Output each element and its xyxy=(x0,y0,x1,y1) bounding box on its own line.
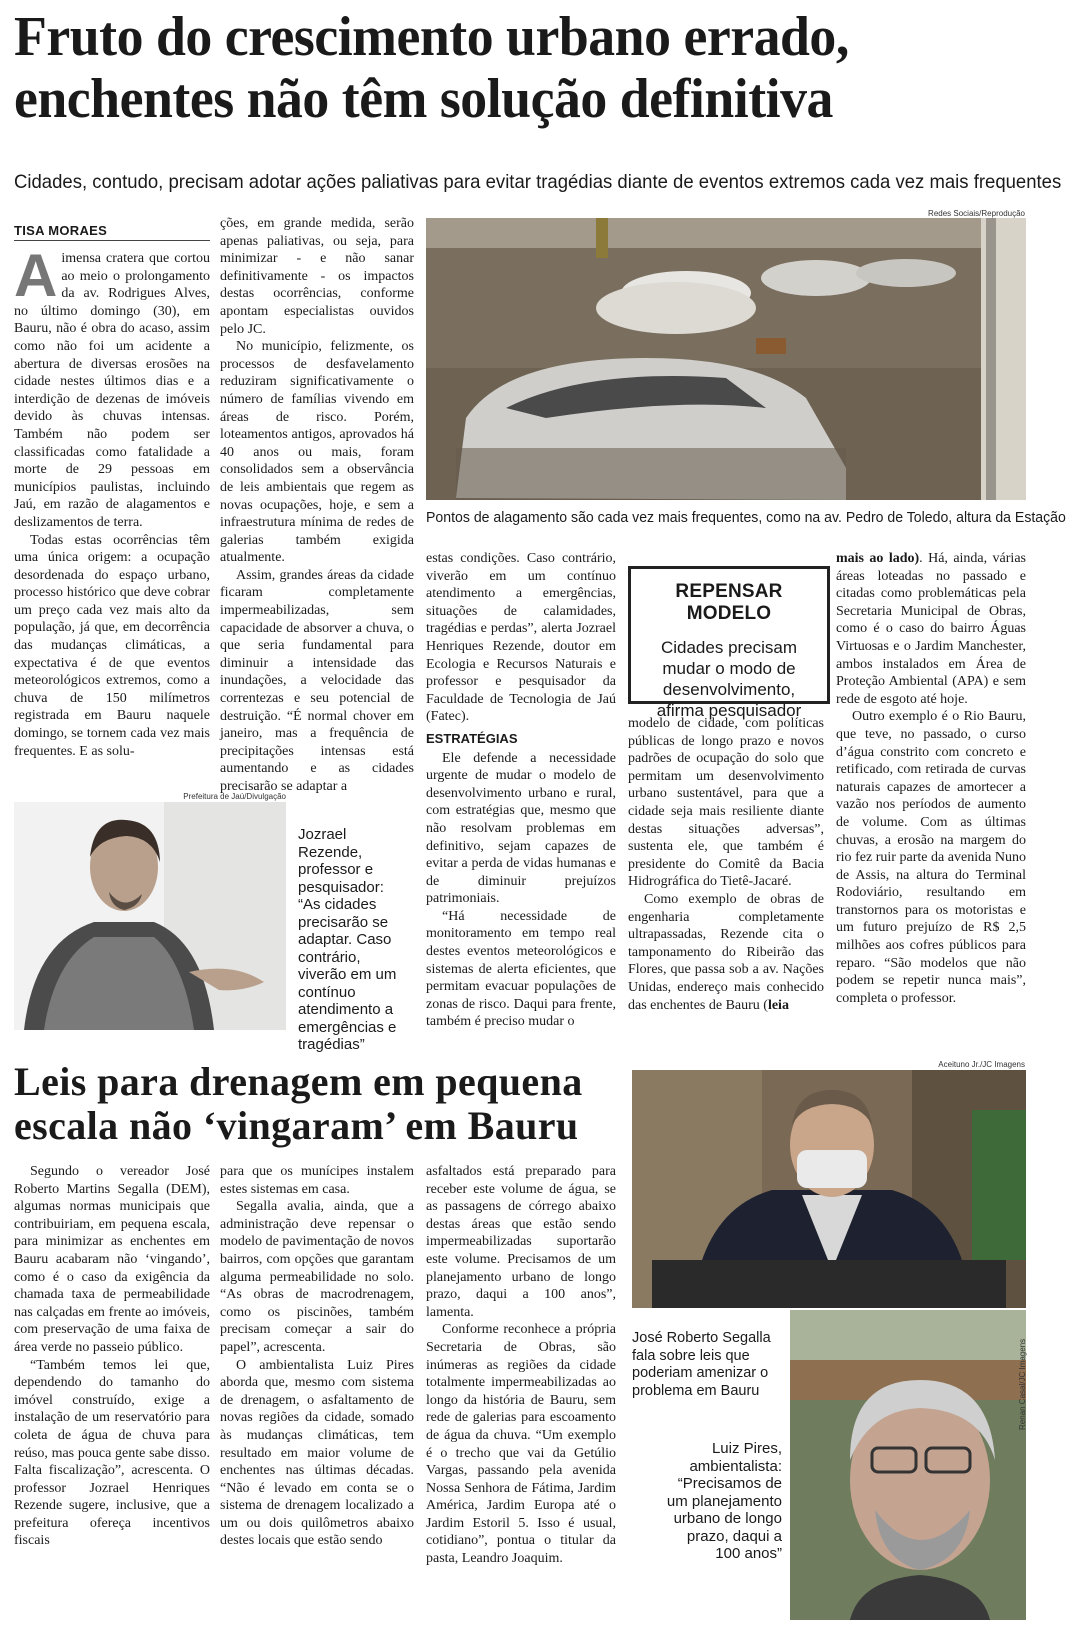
paragraph xyxy=(836,550,1026,708)
paragraph: para que os munícipes instalem estes sistemas em casa. xyxy=(220,1164,414,1197)
subheadline: Cidades, contudo, precisam adotar ações paliativas para evitar tragédias diante de eventos extremos cada vez mais frequentes xyxy=(14,171,1062,193)
jozrael-portrait-image xyxy=(14,802,286,1030)
photo-credit: Aceituno Jr./JC Imagens xyxy=(938,1060,1025,1069)
pires-photo xyxy=(790,1310,1026,1620)
article2-headline xyxy=(14,1060,614,1148)
headline-line-2: enchentes não têm solução definitiva xyxy=(14,68,833,130)
article-column-2 xyxy=(220,215,414,796)
photo-credit: Renan Casal/JC Imagens xyxy=(1018,1338,1027,1430)
paragraph: imensa cratera que cortou ao meio o prolongamento da av. Rodrigues Alves, no último domingo (30), em Bauru, não é obra do acaso, assim como não foi um acidente a abertura de diversas erosões na cidade nestes últimos dias e a interdição de dezenas de imóveis devido às chuvas intensas. Também não podem ser classificadas como fatalidade a morte de 29 pessoas em municípios paulistas, incluindo Jaú, em razão de alagamentos e deslizamentos de terra. xyxy=(14,251,210,530)
paragraph: No município, felizmente, os processos de desfavelamento reduziram significativamente o número de famílias vivendo em áreas de risco. Porém, loteamentos antigos, aprovados há 40 anos ou mais, foram consolidados sem a observância de leis ambientais que regem as novas ocupações, hoje, e sem a infraestrutura mínima de redes de galerias também exigida atualmente. xyxy=(220,339,414,566)
segalla-caption: José Roberto Segalla fala sobre leis que poderiam amenizar o problema em Bauru xyxy=(632,1330,771,1399)
paragraph: estas condições. Caso contrário, viverão em um contínuo atendimento a emergências, situações de calamidades, tragédias e perdas”, alerta Jozrael Henriques Rezende, doutor em Ecologia e Recursos Naturais e professor e pesquisador da Faculdade de Tecnologia de Jaú (Fatec). xyxy=(426,551,616,725)
article2-column-1 xyxy=(14,1163,210,1550)
article2-headline-line-1: Leis para drenagem em pequena xyxy=(14,1059,583,1104)
photo-credit: Prefeitura de Jaú/Divulgação xyxy=(183,792,286,801)
photo-caption: Pontos de alagamento são cada vez mais frequentes, como na av. Pedro de Toledo, altura da Estação xyxy=(426,509,1066,526)
article-column-1 xyxy=(14,242,210,760)
paragraph: ções, em grande medida, serão apenas paliativas, ou seja, para minimizar - e não sanar definitivamente - os impactos destas ocorrências, conforme apontam especialistas ouvidos pelo JC. xyxy=(220,216,414,337)
photo-credit: Redes Sociais/Reprodução xyxy=(928,209,1025,218)
article2-column-2 xyxy=(220,1163,414,1550)
jozrael-caption: Jozrael Rezende, professor e pesquisador: “As cidades precisarão se adaptar. Caso contrário, viverão em um contínuo atendimento a emergências e tragédias” xyxy=(298,826,397,1053)
paragraph-text: Como exemplo de obras de engenharia completamente ultrapassadas, Rezende cita o tamponamento do Ribeirão das Flores, que passa sob a av. Nações Unidas, endereço mais conhecido das enchentes de Bauru ( xyxy=(628,891,824,1013)
paragraph: Todas estas ocorrências têm uma única origem: a ocupação desordenada do espaço urbano, processo histórico que deve cobrar um preço cada vez mais alto da população, já que, em decorrência das mudanças climáticas, a expectativa é de que eventos meteorológicos extremos, como a chuva de 150 milímetros registrada em Bauru naquele domingo, se tornem cada vez mais frequentes. E as solu- xyxy=(14,532,210,759)
jozrael-photo xyxy=(14,802,286,1030)
article2-column-3 xyxy=(426,1163,616,1568)
byline-rule xyxy=(14,240,210,241)
paragraph-bold: leia xyxy=(767,997,789,1013)
paragraph: Assim, grandes áreas da cidade ficaram completamente impermeabilizadas, sem capacidade de absorver a chuva, o que seria fundamental para diminuir a intensidade das inundações, a velocidade das correntezas e seu potencial de destruição. “É normal chover em janeiro, mas a frequência de precipitações intensas está aumentando e as cidades precisarão se adaptar a xyxy=(220,567,414,794)
paragraph: Conforme reconhece a própria Secretaria de Obras, são inúmeras as regiões da cidade totalmente impermeabilizadas ao longo da história de Bauru, sem rede de galerias para escoamento de água da chuva. “Um exemplo é o trecho que vai da Getúlio Vargas, passando pela avenida Nossa Senhora de Fátima, Jardim América, Jardim Europa até o Jardim Estoril 5. Isso é usual, cotidiano”, pontua o titular da pasta, Leandro Joaquim. xyxy=(426,1322,616,1567)
article-column-5 xyxy=(836,550,1026,1007)
paragraph: modelo de cidade, com políticas públicas de longo prazo e novos padrões de ocupação do solo que permitam um desenvolvimento urbano sustentável, para que a cidade seja mais resiliente diante destas situações adversas”, sustenta ele, que também é presidente do Comitê da Bacia Hidrográfica do Tietê-Jacaré. xyxy=(628,716,824,890)
sidebar-box xyxy=(628,566,830,720)
sidebar-box-title: REPENSAR MODELO xyxy=(675,581,783,624)
paragraph: asfaltados está preparado para receber este volume de água, se as passagens de córrego abaixo destas áreas que estão sendo impermeabilizadas suportarão este volume. Precisamos de um planejamento urbano de longo prazo, daqui a 100 anos”, lamenta. xyxy=(426,1164,616,1320)
paragraph-text: . Há, ainda, várias áreas loteadas no passado e citadas como problemáticas pela Secretaria Municipal de Obras, como é o caso do bairro Águas Virtuosas e o Jardim Manchester, ambos instalados em Área de Proteção Ambiental (APA) e sem rede de esgoto até hoje. xyxy=(836,551,1026,707)
byline: TISA MORAES xyxy=(14,223,108,238)
article-column-3 xyxy=(426,550,616,1031)
paragraph xyxy=(628,891,824,1014)
page-headline xyxy=(14,6,1032,130)
paragraph: “Há necessidade de monitoramento em tempo real destes eventos meteorológicos e sistemas de alerta eficientes, que permitam evacuar populações de zonas de risco. Daqui para frente, também é preciso mudar o xyxy=(426,908,616,1030)
pires-portrait-image xyxy=(790,1310,1026,1620)
paragraph: Segalla avalia, ainda, que a administração deve repensar o modelo de pavimentação de novos bairros, com opções que garantam alguma permeabilidade no solo. “As obras de macrodrenagem, como os piscinões, também precisam começar a sair do papel”, acrescenta. xyxy=(220,1199,414,1355)
dropcap: A xyxy=(14,242,58,309)
paragraph: Segundo o vereador José Roberto Martins Segalla (DEM), algumas normas municipais que contribuiriam, em pequena escala, para minimizar as enchentes em Bauru acabaram não ‘vingando’, como é o caso da exigência da chamada taxa de permeabilidade nas calçadas em frente ao imóveis, com preservação de uma faixa de área verde no passeio público. xyxy=(14,1164,210,1355)
section-heading: ESTRATÉGIAS xyxy=(426,730,518,746)
paragraph-bold: mais ao lado) xyxy=(836,551,920,566)
paragraph: “Também temos lei que, dependendo do tamanho do imóvel construído, exige a instalação de um reservatório para coleta de água de chuva para reúso, mas pouca gente sabe disso. Falta fiscalização”, acrescenta. O professor Jozrael Henriques Rezende sugere, inclusive, que a prefeitura ofereça incentivos fiscais xyxy=(14,1357,210,1549)
segalla-photo xyxy=(632,1070,1026,1308)
paragraph: Outro exemplo é o Rio Bauru, que teve, no passado, o curso d’água constrito com concreto e retificado, com retirada de curvas naturais capazes de amortecer a vazão nos períodos de aumento de volume. Com as últimas chuvas, a erosão na margem do rio fez ruir parte da avenida Nuno de Assis, na altura do Terminal Rodoviário, resultando em transtornos para os motoristas e um futuro prejuízo de R$ 2,5 milhões aos cofres públicos para reparo. “São modelos que não podem se repetir nunca mais”, completa o professor. xyxy=(836,709,1026,1006)
article-column-4 xyxy=(628,715,824,1014)
flood-photo xyxy=(426,218,1026,500)
paragraph: Ele defende a necessidade urgente de mudar o modelo de desenvolvimento urbano e rural, com estratégias que, mesmo que não resolvam problemas em definitivo, sejam capazes de evitar a perda de vidas humanas e de diminuir prejuízos patrimoniais. xyxy=(426,750,616,907)
pires-caption: Luiz Pires, ambientalista: “Precisamos de um planejamento urbano de longo prazo, daqui a 100 anos” xyxy=(666,1440,782,1562)
article2-headline-line-2: escala não ‘vingaram’ em Bauru xyxy=(14,1103,579,1148)
flooded-street-image xyxy=(426,218,1026,500)
headline-line-1: Fruto do crescimento urbano errado, xyxy=(14,6,849,68)
sidebar-box-text: Cidades precisam mudar o modo de desenvolvimento, afirma pesquisador xyxy=(656,638,802,720)
segalla-portrait-image xyxy=(632,1070,1026,1308)
paragraph: O ambientalista Luiz Pires aborda que, mesmo com sistema de drenagem, o asfaltamento de novas regiões da cidade, somado às mudanças climáticas, tem resultado em maior volume de enchentes nas últimas décadas. “Não é levado em conta se o sistema de drenagem localizado a um ou dois quilômetros abaixo destes locais que estão sendo xyxy=(220,1357,414,1549)
